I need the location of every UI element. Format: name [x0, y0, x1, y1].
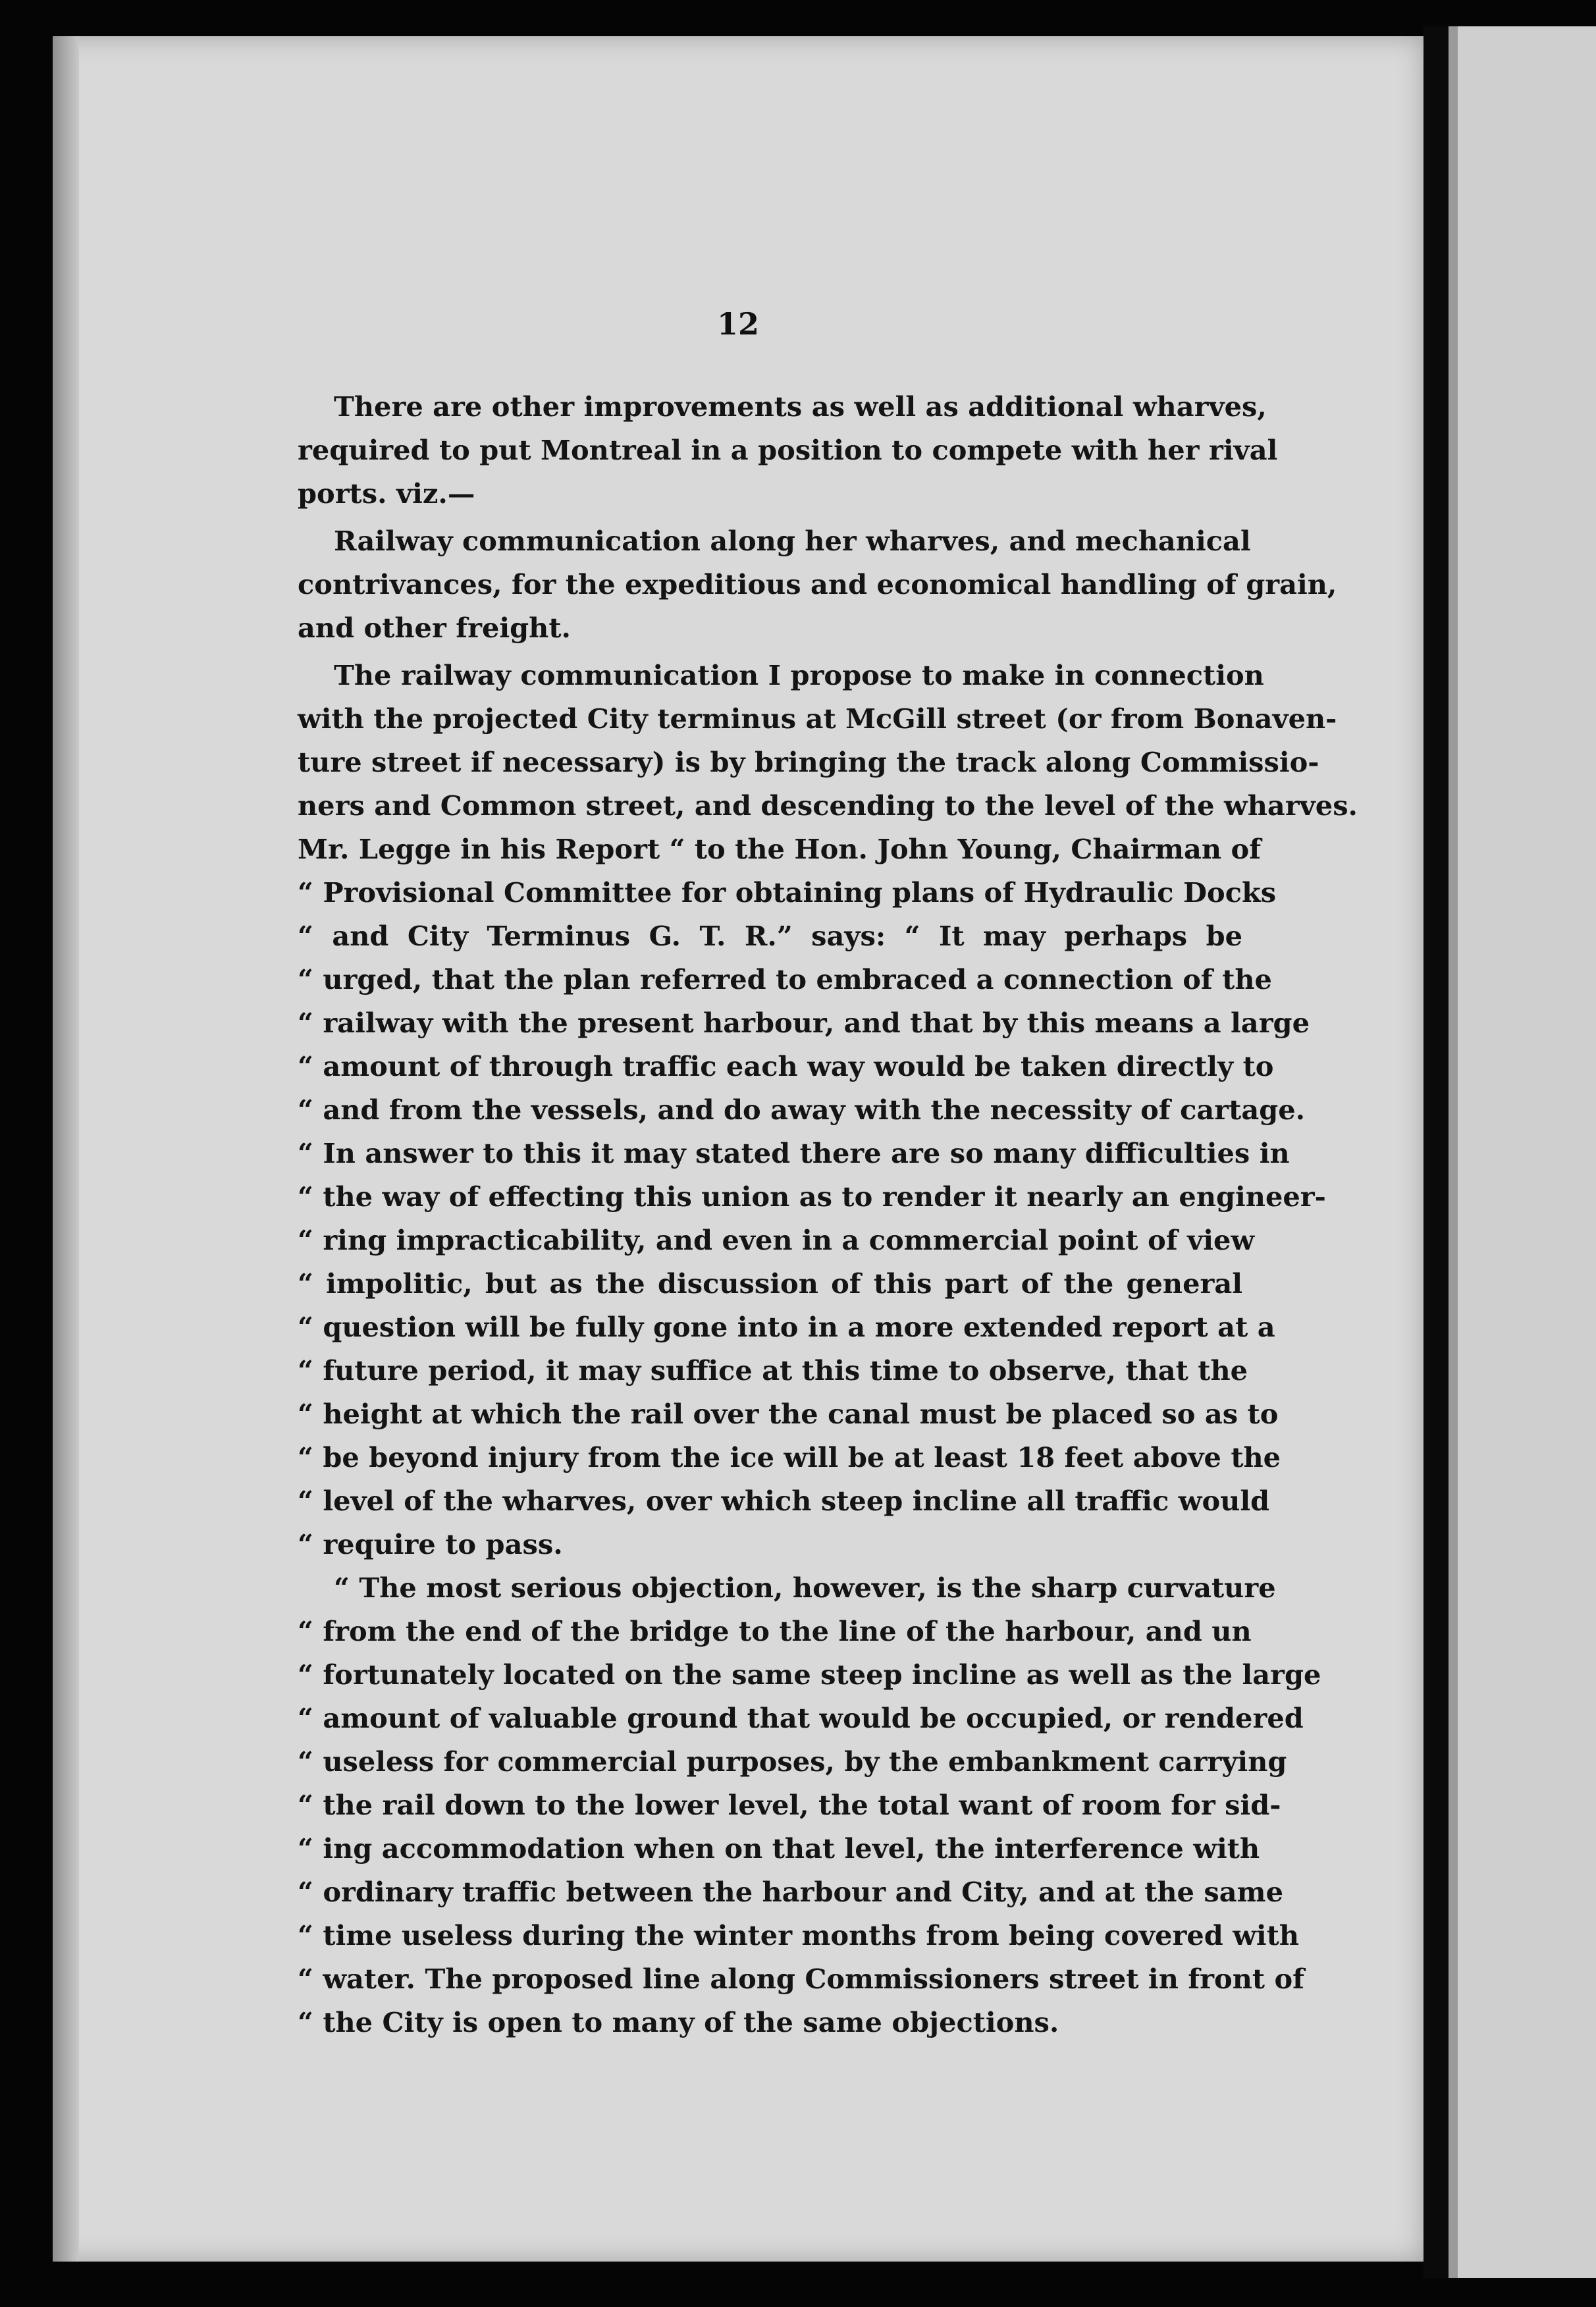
text-line: “ fortunately located on the same steep incline as well as the large [298, 1658, 1321, 1691]
text-line: “ In answer to this it may stated there are so many difficulties in [298, 1137, 1290, 1169]
text-line: “ future period, it may suffice at this time to observe, that the [298, 1354, 1248, 1387]
text-line: “ time useless during the winter months from being covered with [298, 1919, 1300, 1951]
text-line: “ and from the vessels, and do away with the necessity of cartage. [298, 1094, 1306, 1126]
text-line: “ from the end of the bridge to the line of the harbour, and un [298, 1615, 1252, 1647]
text-line: “ be beyond injury from the ice will be at least 18 feet above the [298, 1441, 1281, 1473]
text-line: “ useless for commercial purposes, by the embankment carrying [298, 1745, 1287, 1778]
text-line: and other freight. [298, 612, 571, 644]
text-line: “ question will be fully gone into in a more extended report at a [298, 1311, 1275, 1343]
text-line: “ the way of effecting this union as to render it nearly an engineer- [298, 1180, 1326, 1213]
text-line: The railway communication I propose to make in connection [334, 659, 1264, 691]
adjacent-page [1449, 26, 1596, 2278]
text-line: There are other improvements as well as additional wharves, [334, 390, 1267, 423]
book-gutter [1423, 26, 1449, 2278]
book-page [53, 36, 1423, 2262]
text-line: “ Provisional Committee for obtaining plans of Hydraulic Docks [298, 876, 1277, 909]
text-line: “ The most serious objection, however, is the sharp curvature [334, 1572, 1276, 1604]
text-line: “ amount of through traffic each way would be taken directly to [298, 1050, 1274, 1082]
text-line: “ require to pass. [298, 1528, 563, 1560]
text-line: ture street if necessary) is by bringing the track along Commissio- [298, 746, 1319, 778]
text-line: “ impolitic, but as the discussion of this part of the general [298, 1267, 1242, 1300]
text-line: Railway communication along her wharves, and mechanical [334, 525, 1251, 557]
text-line: “ level of the wharves, over which steep incline all traffic would [298, 1485, 1270, 1517]
text-line: Mr. Legge in his Report “ to the Hon. John Young, Chairman of [298, 833, 1262, 865]
text-line: “ and City Terminus G. T. R.” says: “ It may perhaps be [298, 920, 1242, 952]
text-line: “ ring impracticability, and even in a commercial point of view [298, 1224, 1255, 1256]
text-line: “ ordinary traffic between the harbour and City, and at the same [298, 1876, 1283, 1908]
page-edge [53, 36, 79, 2262]
text-line: “ ing accommodation when on that level, the interference with [298, 1832, 1260, 1865]
text-line: with the projected City terminus at McGill street (or from Bonaven- [298, 703, 1337, 735]
body-text [298, 385, 1358, 2044]
page-number: 12 [716, 306, 759, 342]
text-line: ners and Common street, and descending to the level of the wharves. [298, 789, 1358, 822]
text-line: “ the City is open to many of the same objections. [298, 2006, 1059, 2038]
text-line: contrivances, for the expeditious and economical handling of grain, [298, 568, 1337, 600]
text-line: “ urged, that the plan referred to embraced a connection of the [298, 963, 1272, 995]
text-line: “ railway with the present harbour, and that by this means a large [298, 1007, 1310, 1039]
text-line: “ the rail down to the lower level, the total want of room for sid- [298, 1789, 1281, 1821]
adjacent-page-edge [1449, 26, 1458, 2278]
text-line: “ water. The proposed line along Commissioners street in front of [298, 1963, 1305, 1995]
text-line: ports. viz.— [298, 477, 475, 510]
text-line: “ height at which the rail over the canal must be placed so as to [298, 1398, 1279, 1430]
text-line: “ amount of valuable ground that would be occupied, or rendered [298, 1702, 1304, 1734]
text-line: required to put Montreal in a position to compete with her rival [298, 434, 1278, 466]
